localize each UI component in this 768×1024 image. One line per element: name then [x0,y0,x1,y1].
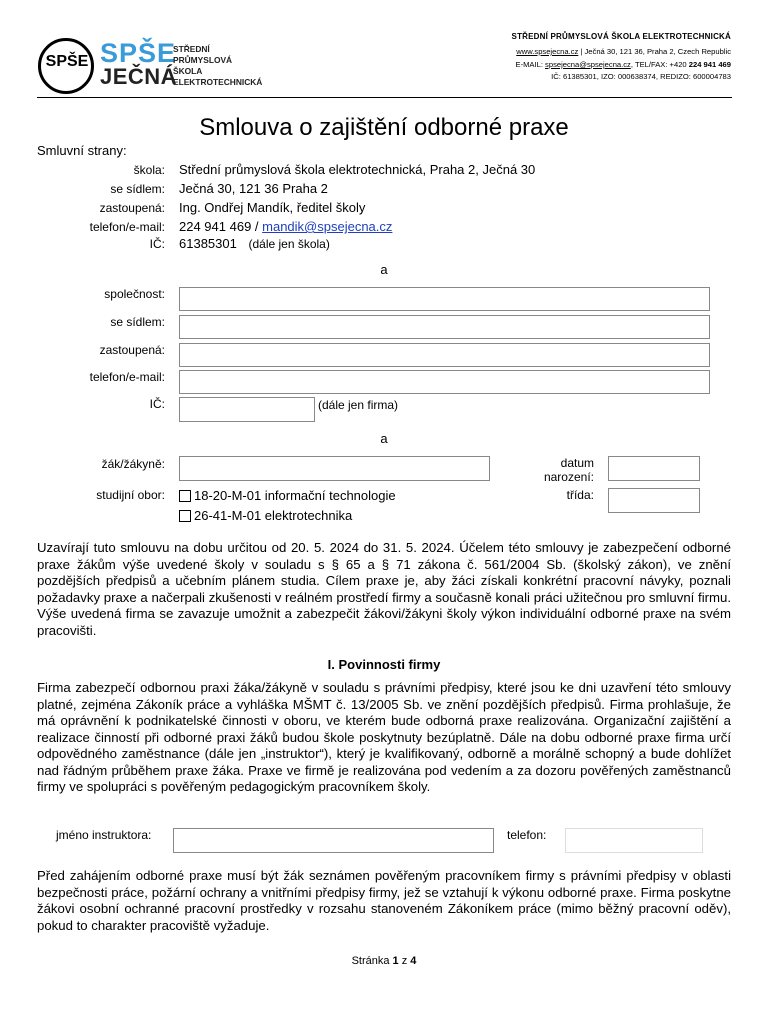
firm-seat-input[interactable] [179,315,710,339]
firm-rep-input[interactable] [179,343,710,367]
parties-label: Smluvní strany: [37,143,127,158]
page-footer [0,955,768,967]
firm-company-label: společnost: [104,287,165,301]
school-rep-label: zastoupená: [99,201,165,215]
header-tel: 224 941 469 [688,60,731,69]
instructor-name-input[interactable] [173,828,494,853]
footer-prefix: Stránka [351,955,393,967]
brand-sub-1: STŘEDNÍ [173,44,210,54]
header-school-name: STŘEDNÍ PRŮMYSLOVÁ ŠKOLA ELEKTROTECHNICKÁ [511,32,731,41]
safety-paragraph: Před zahájením odborné praxe musí být žák seznámen pověřeným pracovníkem firmy s právními předpisy v oblasti bezpečnosti práce, požární ochrany a vnitřními předpisy firmy, jež se vztahují k výkonu odborné praxe. Firma poskytne žákovi osobní ochranné pracovní prostředky v rozsahu stanoveném Zákoníkem práce (mimo běžný pracovní oděv), pokud to charakter pracoviště vyžaduje. [37,868,731,933]
firm-rep-label: zastoupená: [99,343,165,357]
footer-page-total: 4 [410,955,417,967]
header-email-label: E-MAIL: [515,60,546,69]
and-separator-1: a [380,262,388,277]
firm-seat-label: se sídlem: [110,315,165,329]
school-seat: Ječná 30, 121 36 Praha 2 [179,181,328,196]
page-title: Smlouva o zajištění odborné praxe [199,114,569,141]
header-web-link[interactable]: www.spsejecna.cz [516,47,579,56]
logo-emblem-text: SPŠE [45,53,89,70]
firm-contact-label: telefon/e-mail: [89,370,165,384]
school-ic-label: IČ: [149,237,165,251]
student-field-label: studijní obor: [96,488,165,502]
student-dob-label-1: datum [560,456,594,470]
instructor-phone-label: telefon: [507,828,547,842]
brand-sub-3: ŠKOLA [173,66,203,76]
school-ic [179,236,330,251]
field-option-elektro[interactable] [179,508,352,523]
brand-sub-2: PRŮMYSLOVÁ [173,55,233,65]
firm-contact-input[interactable] [179,370,710,394]
header-address-line [516,47,731,56]
school-ic-note: (dále jen škola) [248,237,330,251]
school-contact-label: telefon/e-mail: [89,220,165,234]
school-contact [179,219,392,234]
brand-spse: SPŠE [100,38,177,68]
student-class-input[interactable] [608,488,700,513]
school-label: škola: [133,163,165,177]
checkbox-it[interactable] [179,490,191,502]
footer-mid: z [398,955,411,967]
field-option-it[interactable] [179,488,396,503]
student-dob-input[interactable] [608,456,700,481]
firm-ic-input[interactable] [179,397,315,422]
and-separator-2: a [380,431,388,446]
student-name-input[interactable] [179,456,490,481]
student-name-label: žák/žákyně: [101,457,165,471]
school-phone: 224 941 469 / [179,219,263,234]
field-option-elektro-label: 26-41-M-01 elektrotechnika [194,508,353,523]
firm-company-input[interactable] [179,287,710,311]
header-ids: IČ: 61385301, IZO: 000638374, REDIZO: 600004783 [551,72,731,81]
intro-paragraph: Uzavírají tuto smlouvu na dobu určitou od 20. 5. 2024 do 31. 5. 2024. Účelem této smlouvy je zabezpečení odborné praxe žákům výše uvedené školy v souladu s § 65 a § 71 zákona č. 561/2004 Sb. (školský zákon), ve znění pozdějších předpisů a učebním plánem studia. Cílem praxe je, aby žáci získali konkrétní pracovní návyky, poznali požadavky praxe a načerpali zkušenosti v reálném prostředí firmy a současně konali práci užitečnou pro smluvní firmu. Výše uvedená firma se zavazuje umožnit a zabezpečit žákovi/žákyni školy výkon individuální odborné praxe na svém pracovišti. [37,540,731,638]
school-ic-value: 61385301 [179,236,237,251]
school-name: Střední průmyslová škola elektrotechnická, Praha 2, Ječná 30 [179,162,536,177]
header-address: | Ječná 30, 121 36, Praha 2, Czech Republic [580,47,731,56]
brand-jecna: JEČNÁ [100,64,178,89]
header-email-link[interactable]: spsejecna@spsejecna.cz [545,60,631,69]
section-1-paragraph: Firma zabezpečí odbornou praxi žáka/žákyně v souladu s právními předpisy, které jsou ke dni uzavření této smlouvy platné, zejména Zákoník práce a vyhláška MŠMT č. 13/2005 Sb. ve znění pozdějších předpisů. Firma prohlašuje, že má oprávnění k podnikatelské činnosti v oboru, ve kterém bude odborná praxe realizována. Organizační zajištění a realizace činností při odborné praxi žáků budou škole poskytnuty bezúplatně. Dále na dobu odborné praxe firma určí odpovědného zaměstnance (dále jen „instruktor“), který je kvalifikovaný, odborně a morálně schopný a bude dohlížet nad řádným průběhem praxe žáka. Praxe ve firmě je realizována pod vedením a za dozoru pověřených zaměstnanců firmy ve spolupráci s pověřeným pedagogickým pracovníkem školy. [37,680,731,794]
instructor-label: jméno instruktora: [56,828,152,842]
checkbox-elektro[interactable] [179,510,191,522]
student-dob-label [530,456,594,484]
brand-sub-4: ELEKTROTECHNICKÁ [173,77,263,87]
header-divider [37,97,732,98]
header-tel-label: , TEL/FAX: +420 [630,60,689,69]
firm-ic-note: (dále jen firma) [318,398,399,412]
school-rep: Ing. Ondřej Mandík, ředitel školy [179,200,366,215]
student-class-label: třída: [566,488,594,502]
field-option-it-label: 18-20-M-01 informační technologie [194,488,396,503]
school-email-link[interactable]: mandik@spsejecna.cz [262,219,393,234]
firm-ic-label: IČ: [149,397,165,411]
header-contact-line [516,60,732,69]
student-dob-label-2: narození: [543,470,594,484]
school-seat-label: se sídlem: [110,182,165,196]
footer-page-number: 1 [392,955,399,967]
section-1-title: I. Povinnosti firmy [327,657,441,672]
instructor-phone-input[interactable] [565,828,703,853]
